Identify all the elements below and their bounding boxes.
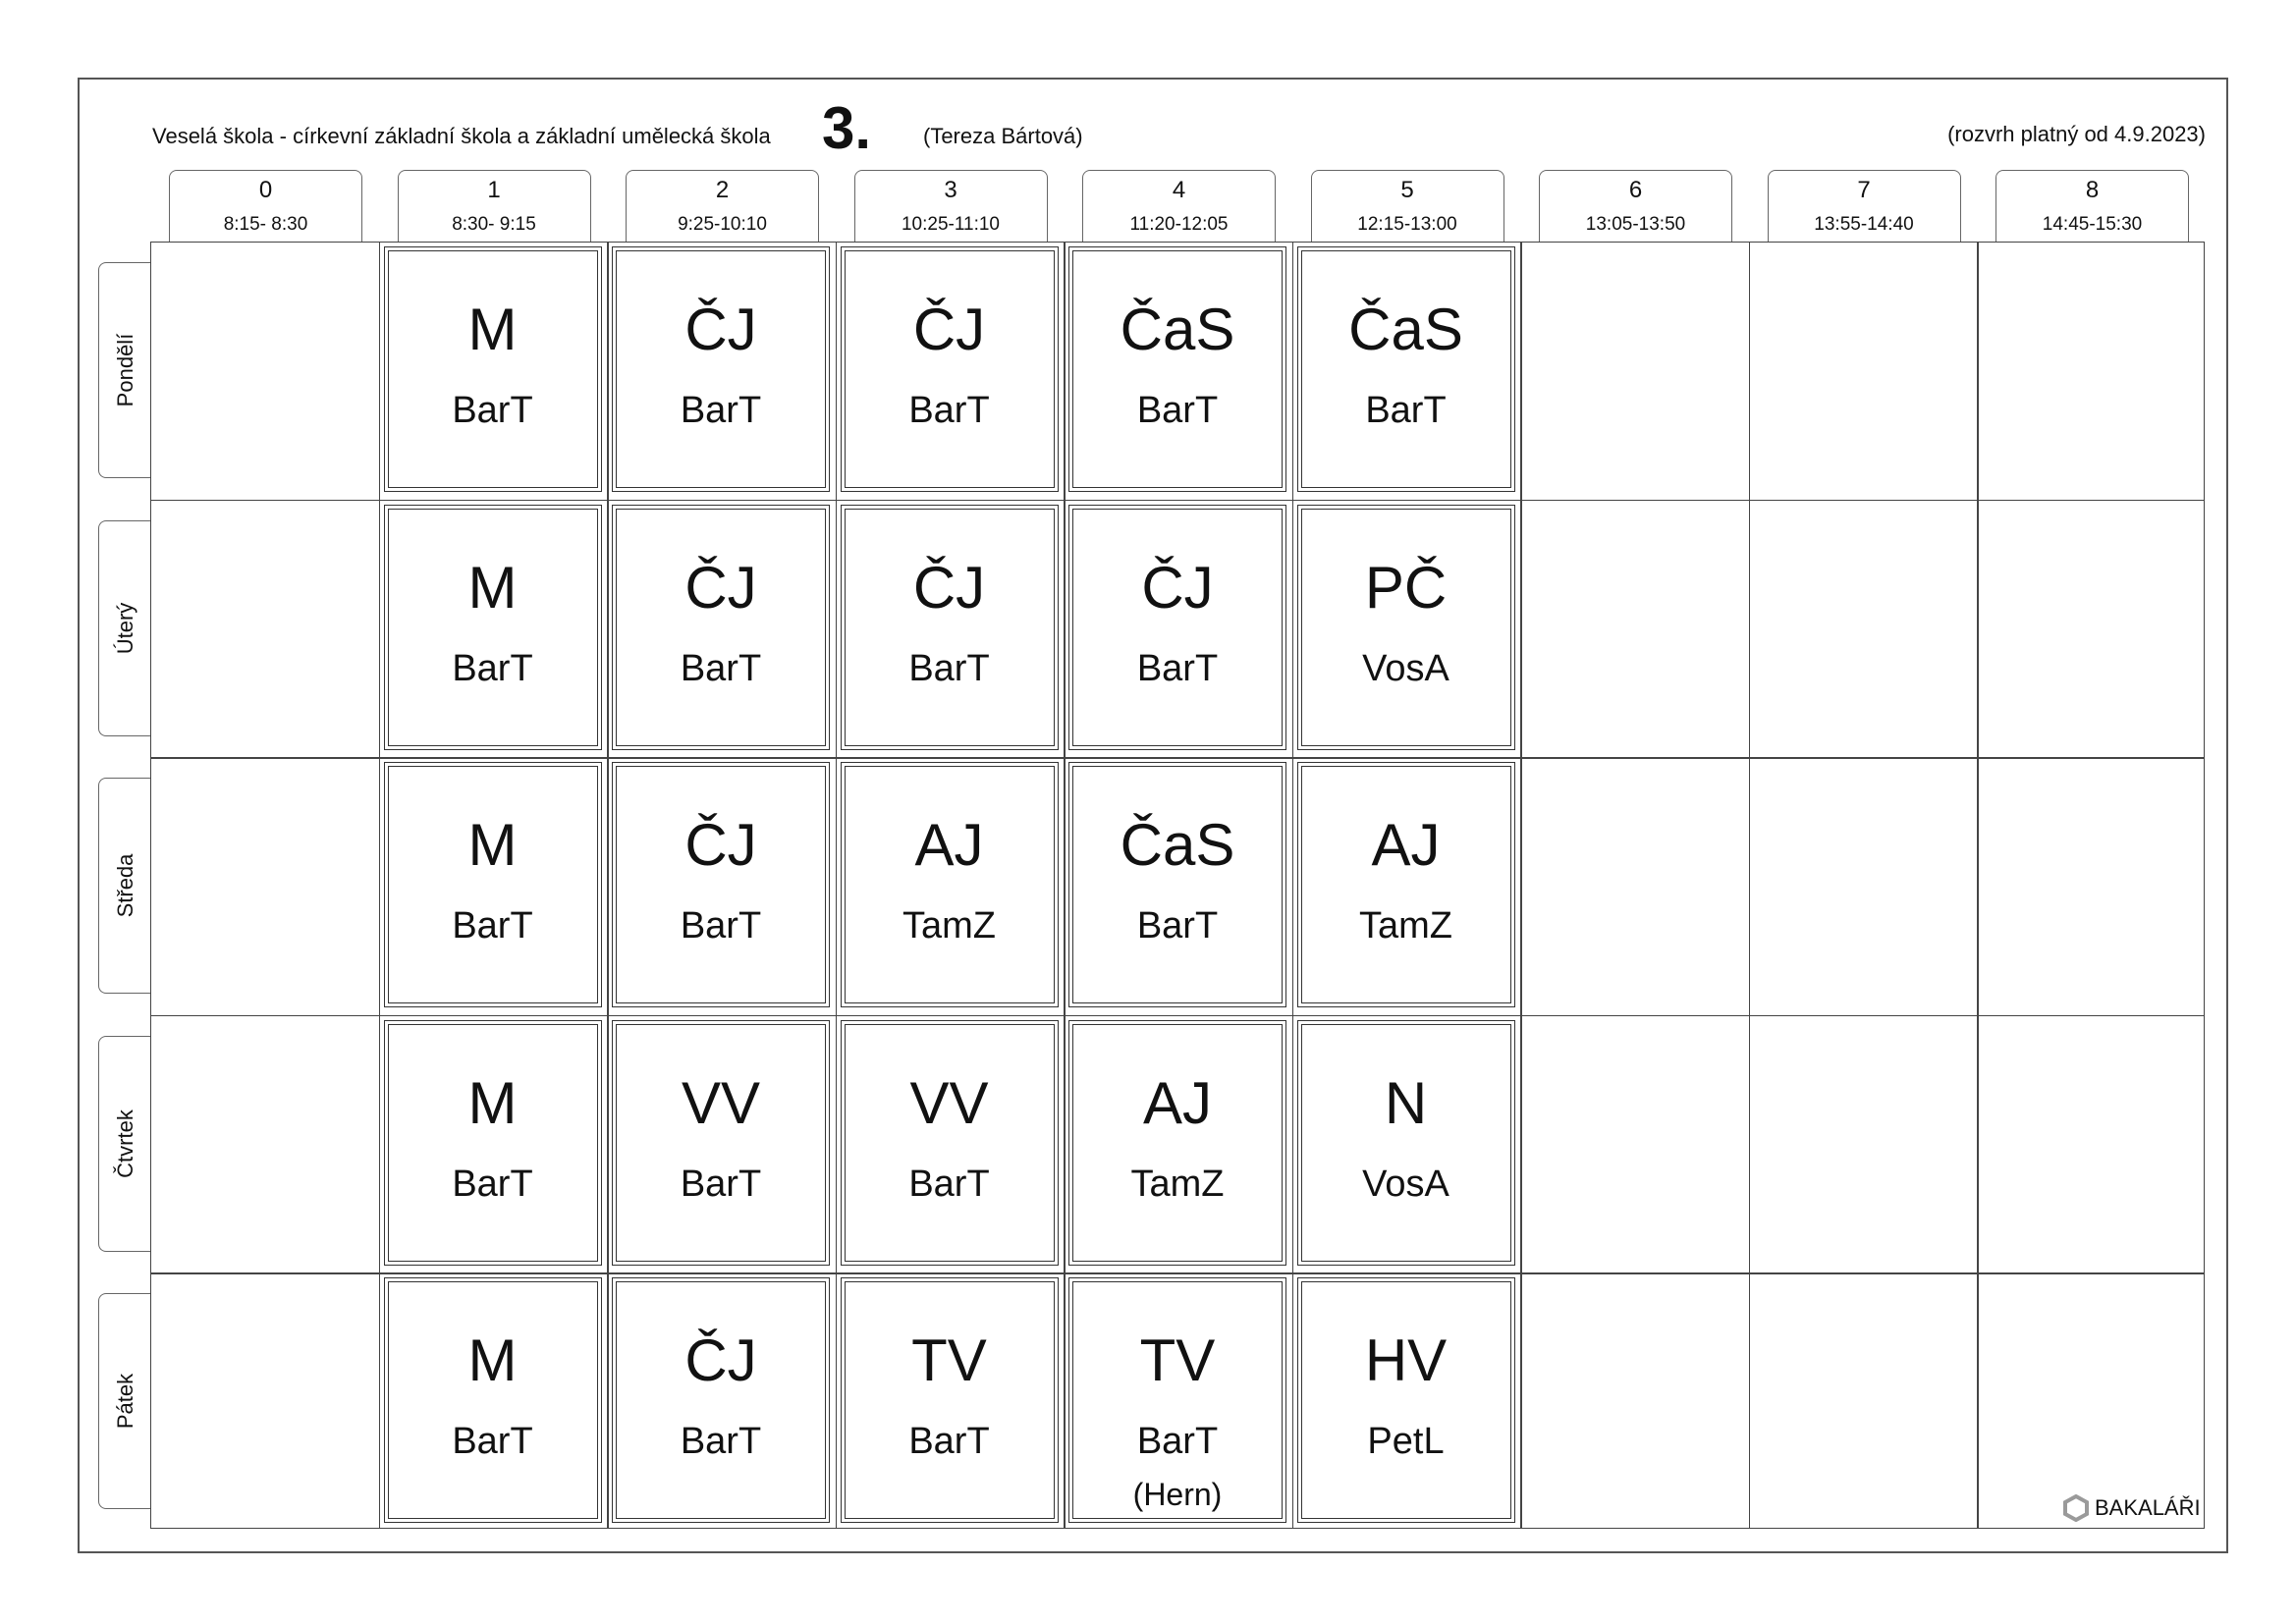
lesson-teacher: TamZ <box>1130 1163 1225 1205</box>
grid-column-line <box>836 242 838 1529</box>
period-tab-5 <box>1311 170 1504 243</box>
grid-row-line <box>150 757 2205 759</box>
day-tab <box>98 1036 151 1252</box>
lesson-subject: HV <box>1364 1327 1448 1393</box>
lesson-teacher: BarT <box>908 1163 990 1205</box>
period-time: 11:20-12:05 <box>1129 214 1229 235</box>
lesson-subject: AJ <box>1142 1069 1213 1136</box>
lesson-teacher: BarT <box>680 647 762 689</box>
day-label: Úterý <box>112 602 137 654</box>
lesson-cell <box>1297 1020 1515 1266</box>
period-time: 13:55-14:40 <box>1814 214 1914 235</box>
day-tab <box>98 520 151 736</box>
period-time: 9:25-10:10 <box>678 214 767 235</box>
lesson-teacher: BarT <box>1136 1421 1219 1462</box>
period-number: 4 <box>1172 177 1186 203</box>
lesson-subject: TV <box>1139 1327 1216 1393</box>
lesson-cell <box>1297 246 1515 492</box>
lesson-teacher: VosA <box>1362 647 1449 689</box>
period-number: 2 <box>715 177 730 203</box>
day-tab <box>98 1293 151 1509</box>
lesson-cell <box>1297 505 1515 750</box>
lesson-subject: ČJ <box>1141 554 1214 621</box>
lesson-subject: ČJ <box>684 554 757 621</box>
lesson-teacher: TamZ <box>1359 905 1452 947</box>
lesson-subject: M <box>467 812 518 878</box>
hexagon-logo-icon <box>2063 1494 2089 1522</box>
lesson-teacher: BarT <box>452 390 533 431</box>
day-label: Pátek <box>112 1373 137 1430</box>
period-tab-3 <box>854 170 1048 243</box>
day-label: Čtvrtek <box>112 1109 137 1178</box>
period-tab-1 <box>398 170 591 243</box>
period-number: 8 <box>2085 177 2100 203</box>
lesson-teacher: BarT <box>452 1163 533 1205</box>
day-label: Středa <box>112 853 137 918</box>
grid-column-line <box>607 242 609 1529</box>
day-label: Pondělí <box>112 333 137 407</box>
lesson-cell <box>1068 1020 1286 1266</box>
day-tab <box>98 262 151 478</box>
period-time: 8:30- 9:15 <box>452 214 536 235</box>
lesson-subject: VV <box>681 1069 761 1136</box>
lesson-cell <box>612 1277 830 1523</box>
grid-row-line <box>150 1015 2205 1017</box>
period-tab-2 <box>626 170 819 243</box>
lesson-subject: M <box>467 297 518 362</box>
grid-column-line <box>1064 242 1066 1529</box>
period-time: 10:25-11:10 <box>901 214 1000 235</box>
lesson-subject: ČaS <box>1120 297 1235 362</box>
lesson-subject: TV <box>911 1327 987 1393</box>
lesson-cell <box>612 1020 830 1266</box>
lesson-subject: ČJ <box>912 297 986 362</box>
lesson-teacher: VosA <box>1362 1163 1449 1205</box>
period-number: 0 <box>258 177 273 203</box>
bakalari-branding <box>2063 1494 2201 1522</box>
grid-column-line <box>1520 242 1522 1529</box>
lesson-teacher: BarT <box>1136 905 1219 947</box>
lesson-teacher: PetL <box>1367 1421 1445 1462</box>
period-number: 1 <box>487 177 501 203</box>
lesson-teacher: BarT <box>452 905 533 947</box>
period-tab-7 <box>1768 170 1961 243</box>
lesson-cell <box>1297 762 1515 1007</box>
lesson-teacher: BarT <box>908 390 990 431</box>
lesson-cell <box>1297 1277 1515 1523</box>
period-time: 8:15- 8:30 <box>223 214 308 235</box>
period-tab-8 <box>1995 170 2189 243</box>
lesson-subject: AJ <box>914 812 984 878</box>
period-time: 14:45-15:30 <box>2042 214 2143 235</box>
lesson-teacher: BarT <box>1136 390 1219 431</box>
period-tab-0 <box>169 170 362 243</box>
lesson-cell <box>612 505 830 750</box>
lesson-cell <box>1068 762 1286 1007</box>
brand-text: BAKALÁŘI <box>2095 1495 2201 1520</box>
period-time: 12:15-13:00 <box>1357 214 1457 235</box>
lesson-teacher: BarT <box>452 647 533 689</box>
lesson-cell <box>384 1020 602 1266</box>
school-name: Veselá škola - církevní základní škola a základní umělecká škola <box>152 124 771 148</box>
grid-column-line <box>1292 242 1294 1529</box>
lesson-teacher: BarT <box>452 1421 533 1462</box>
grid-column-line <box>379 242 381 1529</box>
lesson-cell <box>384 246 602 492</box>
lesson-subject: ČJ <box>684 1327 757 1393</box>
lesson-cell <box>841 1277 1059 1523</box>
lesson-teacher: BarT <box>680 390 762 431</box>
lesson-subject: ČaS <box>1120 812 1235 878</box>
grid-row-line <box>150 500 2205 502</box>
lesson-teacher: BarT <box>1136 647 1219 689</box>
lesson-cell <box>841 762 1059 1007</box>
lesson-subject: PČ <box>1364 554 1448 621</box>
lesson-subject: M <box>467 554 518 621</box>
period-number: 7 <box>1857 177 1871 203</box>
grid-column-line <box>1749 242 1751 1529</box>
period-time: 13:05-13:50 <box>1585 214 1686 235</box>
lesson-cell <box>612 762 830 1007</box>
lesson-cell <box>841 505 1059 750</box>
lesson-teacher: BarT <box>680 1163 762 1205</box>
period-tab-6 <box>1539 170 1732 243</box>
lesson-teacher: BarT <box>908 647 990 689</box>
lesson-subject: ČaS <box>1348 297 1463 362</box>
lesson-cell <box>384 762 602 1007</box>
lesson-cell <box>1068 1277 1286 1523</box>
lesson-teacher: TamZ <box>902 905 996 947</box>
lesson-cell <box>841 246 1059 492</box>
lesson-cell <box>612 246 830 492</box>
grid-column-line <box>1977 242 1979 1529</box>
lesson-subject: ČJ <box>684 297 757 362</box>
lesson-cell <box>1068 505 1286 750</box>
lesson-cell <box>1068 246 1286 492</box>
lesson-teacher: BarT <box>680 905 762 947</box>
lesson-subject: M <box>467 1327 518 1393</box>
period-number: 5 <box>1400 177 1414 203</box>
period-number: 6 <box>1628 177 1643 203</box>
day-tab <box>98 778 151 994</box>
lesson-subject: AJ <box>1371 812 1441 878</box>
validity-date: (rozvrh platný od 4.9.2023) <box>1947 122 2206 146</box>
lesson-cell <box>384 1277 602 1523</box>
period-tab-4 <box>1082 170 1276 243</box>
lesson-subject: ČJ <box>684 812 757 878</box>
lesson-teacher: BarT <box>680 1421 762 1462</box>
lesson-cell <box>841 1020 1059 1266</box>
lesson-subject: ČJ <box>912 554 986 621</box>
class-name: 3. <box>822 95 872 161</box>
lesson-cell <box>384 505 602 750</box>
lesson-room: (Hern) <box>1132 1477 1223 1512</box>
lesson-subject: N <box>1384 1069 1428 1136</box>
period-number: 3 <box>944 177 957 203</box>
grid-row-line <box>150 1272 2205 1274</box>
class-teacher: (Tereza Bártová) <box>923 124 1083 148</box>
lesson-teacher: BarT <box>1365 390 1447 431</box>
lesson-subject: M <box>467 1069 518 1136</box>
lesson-teacher: BarT <box>908 1421 990 1462</box>
lesson-subject: VV <box>909 1069 989 1136</box>
